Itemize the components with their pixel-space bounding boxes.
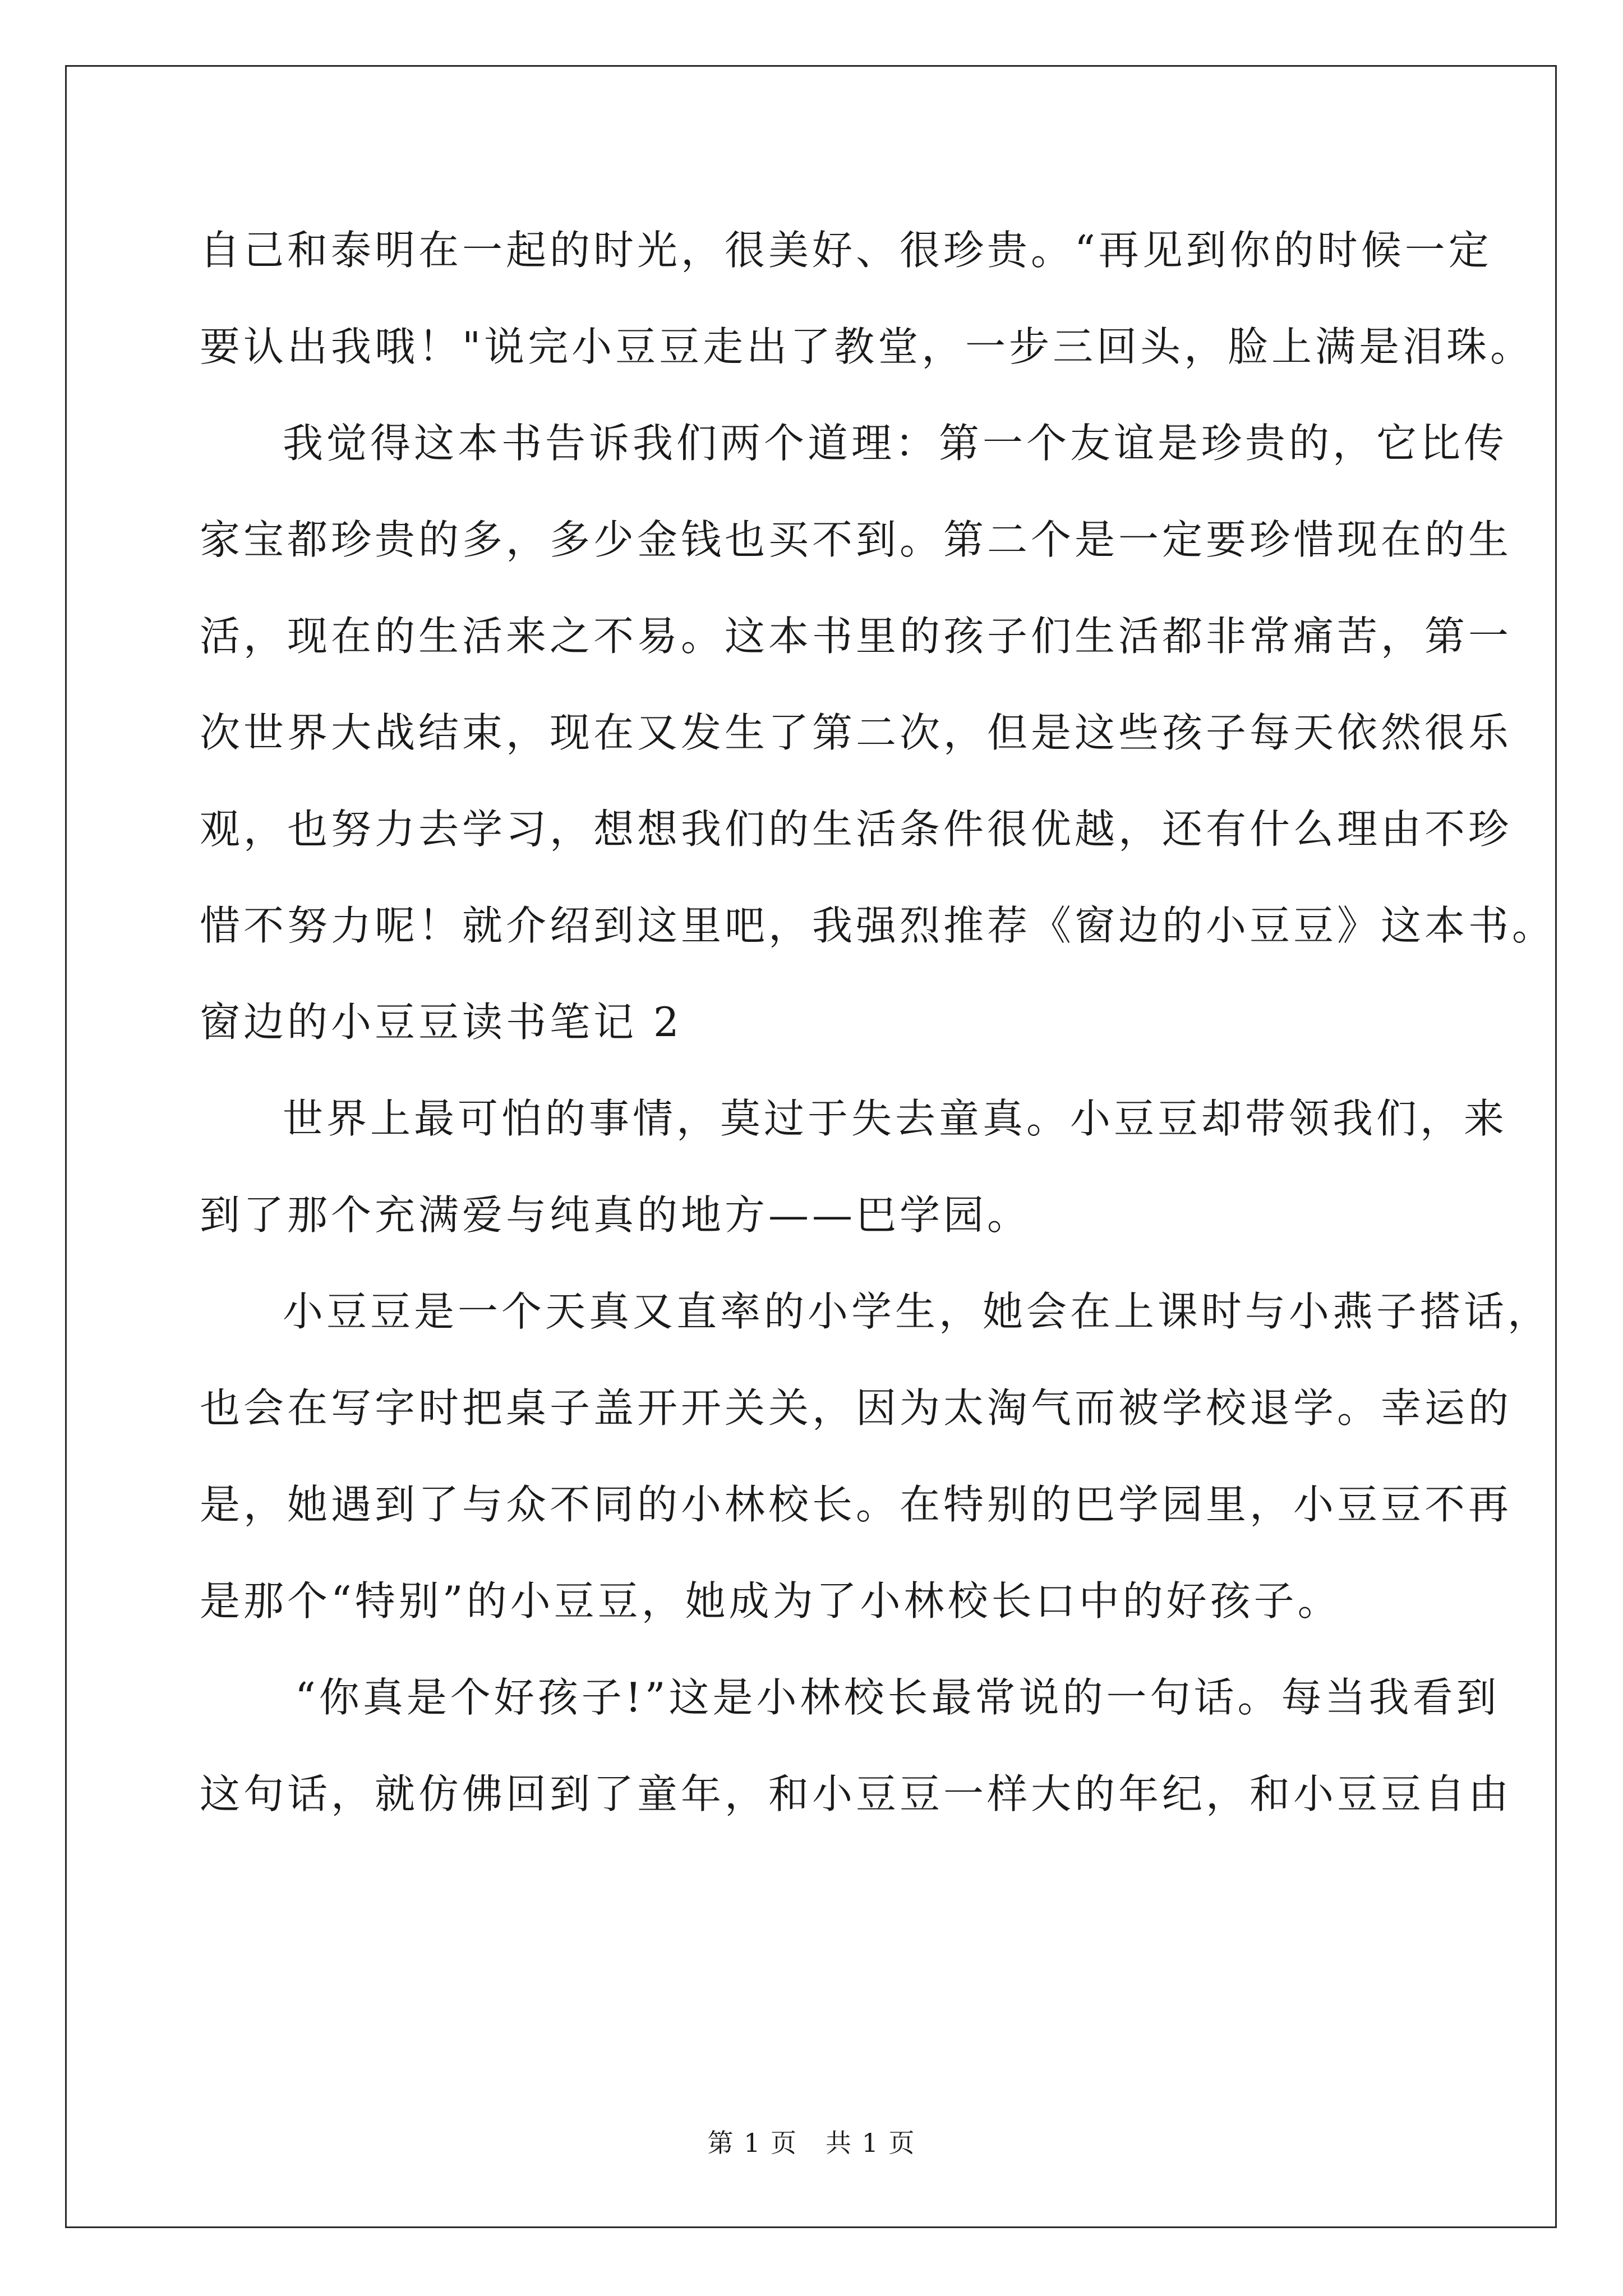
text-line: 是，她遇到了与众不同的小林校长。在特别的巴学园里，小豆豆不再 [200,1481,1513,1528]
paragraph-first-line: 世界上最可怕的事情，莫过于失去童真。小豆豆却带领我们，来 [283,1095,1508,1142]
text-line: 要认出我哦！"说完小豆豆走出了教堂，一步三回头，脸上满是泪珠。 [200,323,1534,370]
text-line: 也会在写字时把桌子盖开开关关，因为太淘气而被学校退学。幸运的 [200,1384,1513,1432]
text-line: 是那个“特别”的小豆豆，她成为了小林校长口中的好孩子。 [200,1577,1341,1625]
text-line: 次世界大战结束，现在又发生了第二次，但是这些孩子每天依然很乐 [200,709,1513,756]
text-line: 这句话，就仿佛回到了童年，和小豆豆一样大的年纪，和小豆豆自由 [200,1770,1513,1818]
text-line: 到了那个充满爱与纯真的地方——巴学园。 [200,1191,1031,1239]
page-footer [0,2126,1623,2160]
paragraph-first-line: 小豆豆是一个天真又直率的小学生，她会在上课时与小燕子搭话， [283,1288,1552,1335]
text-line: 自己和泰明在一起的时光，很美好、很珍贵。“再见到你的时候一定 [200,227,1492,274]
text-line: 惜不努力呢！就介绍到这里吧，我强烈推荐《窗边的小豆豆》这本书。 [200,902,1556,949]
page-border [65,65,1557,2228]
page-number: 第 1 页 [707,2128,797,2158]
text-line: 观，也努力去学习，想想我们的生活条件很优越，还有什么理由不珍 [200,806,1513,853]
text-line: 家宝都珍贵的多，多少金钱也买不到。第二个是一定要珍惜现在的生 [200,516,1513,563]
paragraph-first-line: 我觉得这本书告诉我们两个道理：第一个友谊是珍贵的，它比传 [283,420,1508,467]
paragraph-first-line: “你真是个好孩子!”这是小林校长最常说的一句话。每当我看到 [295,1674,1500,1721]
text-line: 活，现在的生活来之不易。这本书里的孩子们生活都非常痛苦，第一 [200,613,1513,660]
page-total: 共 1 页 [826,2128,916,2158]
section-heading: 窗边的小豆豆读书笔记 2 [200,999,683,1046]
